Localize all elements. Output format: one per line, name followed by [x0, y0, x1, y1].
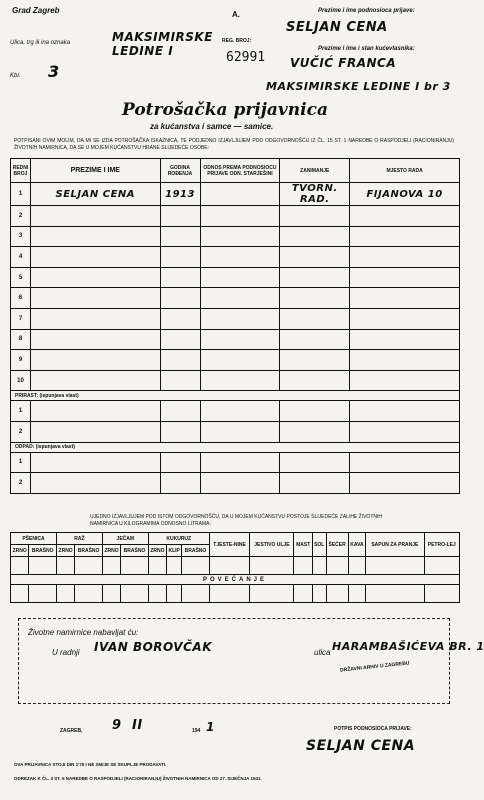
stock-value-cell: [326, 557, 348, 575]
cell-workplace: [350, 206, 460, 227]
cell-workplace: [350, 370, 460, 391]
stock-table: [10, 532, 460, 603]
prirast-label: PRIRAST: (ispunjava vlast): [11, 391, 460, 401]
house-value: 3: [48, 62, 60, 81]
supply-label: Životne namirnice nabavljat ću:: [28, 628, 139, 637]
cell-year: [160, 226, 200, 247]
table-row: [11, 247, 460, 268]
stock-value-cell: [167, 585, 182, 603]
cell-workplace: [350, 350, 460, 371]
stock-values-row: [11, 557, 460, 575]
cell-empty: [200, 401, 280, 422]
cell-empty: [350, 421, 460, 442]
odpad-header: [11, 442, 460, 452]
stock-header-row: [11, 533, 460, 545]
stock-item-header: ŠEĆER: [326, 533, 348, 557]
date-year-prefix: 194: [192, 728, 201, 734]
date-day: 9: [112, 718, 122, 733]
cell-relation: [200, 288, 280, 309]
stock-value-cell: [424, 557, 459, 575]
cell-relation: [200, 267, 280, 288]
cell-name: [30, 308, 160, 329]
stock-value-cell: [56, 585, 74, 603]
cell-name: [30, 350, 160, 371]
cell-no: 1: [11, 183, 31, 206]
cell-year: [160, 206, 200, 227]
street-label: Ulica, trg ili ina oznaka: [10, 40, 71, 46]
cell-occupation: [280, 370, 350, 391]
stock-group-header: KUKURUZ: [148, 533, 209, 545]
stock-sub-header: BRAŠNO: [29, 545, 57, 557]
stock-item-header: SOL: [312, 533, 326, 557]
prirast-header: [11, 391, 460, 401]
cell-relation: [200, 350, 280, 371]
stock-povecanje-values: [11, 585, 460, 603]
cell-relation: [200, 226, 280, 247]
stock-item-header: MAST: [294, 533, 312, 557]
cell-occupation: [280, 308, 350, 329]
table-row: [11, 308, 460, 329]
cell-name: [30, 288, 160, 309]
table-row: [11, 288, 460, 309]
stock-group-header: PŠENICA: [11, 533, 57, 545]
cell-no: 7: [11, 308, 31, 329]
cell-relation: [200, 183, 280, 206]
cell-workplace: [350, 247, 460, 268]
stock-item-header: SAPUN ZA PRANJE: [366, 533, 424, 557]
table-row: [11, 452, 460, 473]
cell-empty: [280, 473, 350, 494]
stock-item-header: KAVA: [348, 533, 366, 557]
stock-value-cell: [366, 557, 424, 575]
cell-year: [160, 247, 200, 268]
cell-empty: [160, 473, 200, 494]
cell-workplace: [350, 226, 460, 247]
stock-sub-header: KLIP: [167, 545, 182, 557]
stock-value-cell: [11, 557, 29, 575]
owner-label: Prezime i ime i stan kućevlasnika:: [318, 46, 415, 52]
cell-no: 9: [11, 350, 31, 371]
stock-value-cell: [348, 585, 366, 603]
cell-occupation: [280, 267, 350, 288]
table-row: [11, 267, 460, 288]
cell-relation: [200, 329, 280, 350]
intro-text: POTPISANI OVIM MOLIM, DA MI SE IZDA POTROŠAČKA ISKAZNICA, TE PODJEDNO IZJAVLJUJEM POD ODGOVORNOŠĆU IZ ČL. 15 ST. 1 NAREDBE O RASPODJELI (RACIONIRANJU) ŽIVOTNIH NAMIRNICA, DA SE U MOJEM KUĆANSTVU HRANE SLIJEDEĆE OSOBE:: [14, 138, 454, 151]
table-row: [11, 421, 460, 442]
street-value: MAKSIMIRSKE LEDINE I: [112, 30, 213, 58]
signature-label: POTPIS PODNOSIOCA PRIJAVE:: [334, 726, 412, 732]
cell-empty: [30, 421, 160, 442]
stock-item-header: JESTIVO ULJE: [250, 533, 294, 557]
section-letter: A.: [232, 10, 240, 19]
povecanje-label: POVEĆANJE: [11, 575, 460, 585]
cell-name: [30, 206, 160, 227]
cell-no: 1: [11, 401, 31, 422]
cell-no: 5: [11, 267, 31, 288]
col-header-year: GODINA ROĐENJA: [160, 159, 200, 183]
signature: SELJAN CENA: [306, 738, 416, 754]
archive-stamp: DRŽAVNI ARHIV U ZAGREBU: [339, 660, 410, 674]
cell-name: [30, 329, 160, 350]
cell-year: [160, 267, 200, 288]
cell-empty: [30, 401, 160, 422]
stock-value-cell: [148, 557, 166, 575]
stock-group-header: JEČAM: [102, 533, 148, 545]
table-row: [11, 329, 460, 350]
odpad-label: ODPAD: (ispunjava vlast): [11, 442, 460, 452]
stock-sub-header: ZRNO: [56, 545, 74, 557]
reg-label: REG. BROJ:: [222, 38, 252, 44]
cell-workplace: [350, 267, 460, 288]
cell-year: [160, 288, 200, 309]
stock-value-cell: [348, 557, 366, 575]
stock-value-cell: [250, 557, 294, 575]
table-row: [11, 183, 460, 206]
col-header-no: REDNI BROJ: [11, 159, 31, 183]
supply-street-value: HARAMBAŠIĆEVA BR. 1: [332, 640, 484, 653]
col-header-workplace: MJESTO RADA: [350, 159, 460, 183]
cell-occupation: TVORN. RAD.: [280, 183, 350, 206]
stock-value-cell: [102, 585, 120, 603]
shop-value: IVAN BOROVČAK: [94, 640, 212, 654]
cell-workplace: [350, 288, 460, 309]
cell-no: 3: [11, 226, 31, 247]
cell-relation: [200, 247, 280, 268]
cell-empty: [160, 401, 200, 422]
cell-empty: [200, 473, 280, 494]
shop-label: U radnji: [52, 648, 80, 657]
stock-value-cell: [209, 557, 250, 575]
page-title: Potrošačka prijavnica: [122, 100, 328, 120]
table-row: [11, 370, 460, 391]
cell-empty: [160, 421, 200, 442]
cell-name: [30, 247, 160, 268]
cell-name: [30, 370, 160, 391]
footer-note-reference: ODREZAK K ČL. 3 ST. 5 NAREDBE O RASPODJELI (RACIONIRANJU) ŽIVOTNIH NAMIRNICA OD 27. SIJEČNJA 1941.: [14, 776, 262, 781]
subtitle: za kućanstva i samce — samice.: [150, 122, 274, 131]
cell-year: [160, 350, 200, 371]
stock-value-cell: [102, 557, 120, 575]
footer-note-price: OVA PRIJAVNICA STOJI DIN 1'75 I NE SMIJE SE SKUPLJE PRODAVATI.: [14, 762, 167, 767]
stock-value-cell: [182, 557, 210, 575]
cell-no: 2: [11, 421, 31, 442]
stock-value-cell: [294, 557, 312, 575]
cell-occupation: [280, 350, 350, 371]
stock-value-cell: [294, 585, 312, 603]
stock-value-cell: [29, 585, 57, 603]
col-header-relation: ODNOS PREMA PODNOSIOCU PRIJAVE ODN. STARJEŠINI: [200, 159, 280, 183]
stock-sub-header: BRAŠNO: [75, 545, 103, 557]
cell-empty: [280, 401, 350, 422]
cell-no: 2: [11, 473, 31, 494]
cell-year: [160, 370, 200, 391]
cell-empty: [160, 452, 200, 473]
cell-no: 6: [11, 288, 31, 309]
stock-value-cell: [56, 557, 74, 575]
supply-street-label: ulica: [314, 648, 331, 657]
cell-year: 1913: [160, 183, 200, 206]
cell-relation: [200, 206, 280, 227]
city-label: Grad Zagreb: [12, 6, 60, 15]
stock-sub-header: ZRNO: [102, 545, 120, 557]
cell-empty: [350, 401, 460, 422]
stock-value-cell: [148, 585, 166, 603]
cell-no: 10: [11, 370, 31, 391]
cell-empty: [200, 421, 280, 442]
stock-value-cell: [121, 557, 149, 575]
cell-no: 1: [11, 452, 31, 473]
owner-address: MAKSIMIRSKE LEDINE I br 3: [266, 80, 451, 93]
cell-name: SELJAN CENA: [30, 183, 160, 206]
cell-name: [30, 226, 160, 247]
stock-value-cell: [29, 557, 57, 575]
cell-name: [30, 267, 160, 288]
cell-empty: [350, 473, 460, 494]
cell-workplace: [350, 329, 460, 350]
date-month: II: [132, 718, 143, 733]
stock-value-cell: [326, 585, 348, 603]
date-place: ZAGREB,: [60, 728, 83, 734]
cell-workplace: [350, 308, 460, 329]
stock-sub-header: ZRNO: [148, 545, 166, 557]
stock-value-cell: [121, 585, 149, 603]
stock-item-header: TJESTE-NINE: [209, 533, 250, 557]
stock-text: UJEDNO IZJAVLJUJEM POD ISTOM ODGOVORNOŠĆU, DA U MOJEM KUĆANSTVU POSTOJE SLIJEDEĆE ZALIHE ŽIVOTNIH NAMIRNICA U KILOGRAMIMA ODNOSNO LITRAMA:: [90, 514, 382, 527]
stock-value-cell: [167, 557, 182, 575]
col-header-occupation: ZANIMANJE: [280, 159, 350, 183]
col-header-name: PREZIME I IME: [30, 159, 160, 183]
stock-sub-header: BRAŠNO: [121, 545, 149, 557]
stock-sub-header: ZRNO: [11, 545, 29, 557]
stock-group-header: RAŽ: [56, 533, 102, 545]
cell-occupation: [280, 247, 350, 268]
stock-value-cell: [75, 585, 103, 603]
applicant-value: SELJAN CENA: [286, 20, 388, 35]
owner-name: VUČIĆ FRANCA: [290, 56, 397, 70]
stock-value-cell: [250, 585, 294, 603]
stock-value-cell: [11, 585, 29, 603]
table-row: [11, 401, 460, 422]
stock-value-cell: [366, 585, 424, 603]
cell-no: 8: [11, 329, 31, 350]
cell-no: 4: [11, 247, 31, 268]
cell-relation: [200, 308, 280, 329]
cell-workplace: FIJANOVA 10: [350, 183, 460, 206]
stock-povecanje-row: [11, 575, 460, 585]
stock-value-cell: [312, 585, 326, 603]
stock-value-cell: [312, 557, 326, 575]
cell-occupation: [280, 329, 350, 350]
members-table: [10, 158, 460, 494]
cell-empty: [200, 452, 280, 473]
cell-occupation: [280, 288, 350, 309]
table-row: [11, 350, 460, 371]
cell-no: 2: [11, 206, 31, 227]
applicant-label: Prezime i ime podnosioca prijave:: [318, 8, 415, 14]
reg-value: 62991: [226, 50, 266, 65]
cell-year: [160, 329, 200, 350]
stock-value-cell: [424, 585, 459, 603]
house-label: Kbr.: [10, 73, 21, 79]
stock-value-cell: [209, 585, 250, 603]
cell-relation: [200, 370, 280, 391]
cell-empty: [30, 452, 160, 473]
cell-empty: [30, 473, 160, 494]
date-year-digit: 1: [206, 720, 215, 734]
table-row: [11, 473, 460, 494]
cell-occupation: [280, 206, 350, 227]
cell-empty: [280, 452, 350, 473]
cell-year: [160, 308, 200, 329]
stock-sub-header: BRAŠNO: [182, 545, 210, 557]
table-row: [11, 226, 460, 247]
cell-empty: [280, 421, 350, 442]
cell-empty: [350, 452, 460, 473]
stock-value-cell: [182, 585, 210, 603]
stock-value-cell: [75, 557, 103, 575]
stock-item-header: PETRO-LEJ: [424, 533, 459, 557]
table-row: [11, 206, 460, 227]
cell-occupation: [280, 226, 350, 247]
